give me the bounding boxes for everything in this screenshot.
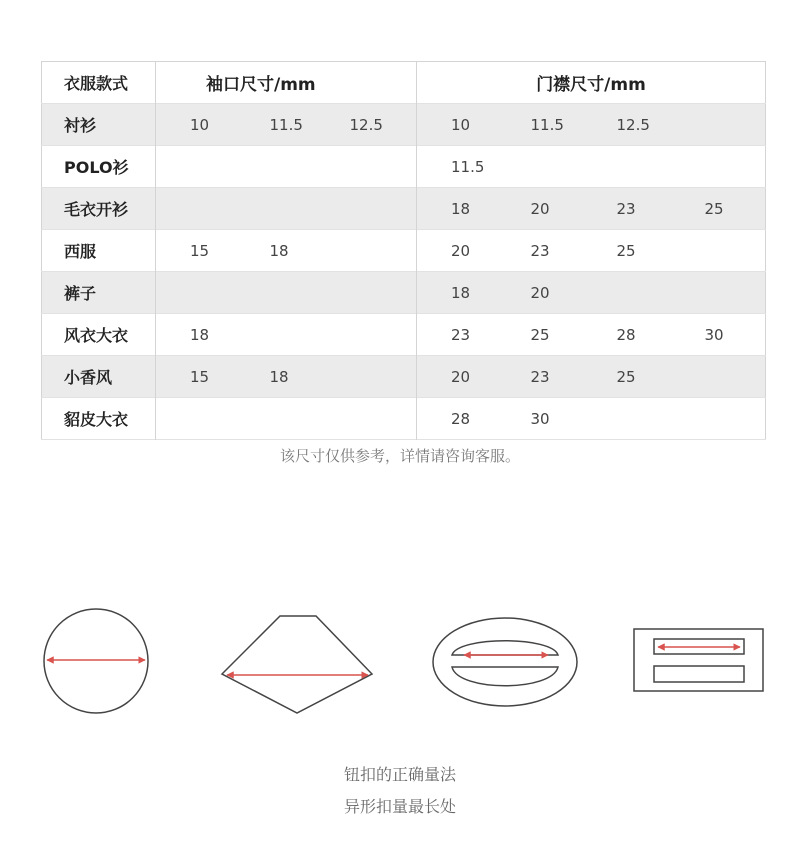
style-name: 西服 — [42, 230, 156, 272]
placket-size-cell: 28 — [417, 398, 497, 440]
placket-size-cell: 23 — [497, 356, 583, 398]
placket-size-cell — [583, 146, 671, 188]
placket-size-cell: 10 — [417, 104, 497, 146]
cuff-size-cell — [156, 188, 236, 230]
cuff-size-cell: 11.5 — [236, 104, 316, 146]
cuff-size-cell: 18 — [269, 241, 289, 260]
caption-irregular-button: 异形扣量最长处 — [343, 797, 456, 816]
header-placket-size: 门襟尺寸/mm — [536, 75, 646, 95]
placket-size-cell — [671, 272, 766, 314]
table-row — [42, 230, 766, 272]
placket-size-cell: 25 — [616, 241, 636, 260]
placket-size-cell: 20 — [417, 356, 497, 398]
placket-size-cell — [671, 356, 766, 398]
placket-size-cell — [671, 230, 766, 272]
cuff-size-cell — [156, 272, 236, 314]
style-name: POLO衫 — [42, 146, 156, 188]
cuff-size-cell — [156, 146, 236, 188]
cuff-size-cell — [316, 188, 417, 230]
style-name: 毛衣开衫 — [42, 188, 156, 230]
placket-size-cell — [671, 146, 766, 188]
cuff-size-cell — [316, 398, 417, 440]
placket-size-cell — [671, 398, 766, 440]
style-name: 衬衫 — [42, 104, 156, 146]
placket-size-cell: 11.5 — [497, 104, 583, 146]
placket-size-cell — [497, 146, 583, 188]
header-cuff-size: 袖口尺寸/mm — [156, 62, 417, 104]
table-row — [42, 314, 766, 356]
cuff-size-cell: 10 — [156, 104, 236, 146]
cuff-size-cell: 15 — [190, 241, 210, 260]
cuff-size-cell — [236, 272, 316, 314]
cuff-size-cell — [316, 314, 417, 356]
placket-size-cell: 23 — [417, 314, 497, 356]
placket-size-cell: 20 — [497, 188, 583, 230]
placket-size-cell: 25 — [530, 325, 550, 344]
placket-size-cell: 23 — [530, 241, 550, 260]
cuff-size-cell — [236, 398, 316, 440]
size-table — [41, 61, 766, 440]
table-row — [42, 104, 766, 146]
placket-size-cell: 18 — [417, 188, 497, 230]
placket-size-cell: 25 — [671, 188, 766, 230]
diamond-button-icon — [222, 616, 372, 713]
style-name: 貂皮大衣 — [42, 398, 156, 440]
placket-size-cell: 18 — [417, 272, 497, 314]
rectangle-button-icon — [634, 629, 763, 691]
table-row — [42, 398, 766, 440]
cuff-size-cell: 18 — [190, 325, 210, 344]
cuff-size-cell: 12.5 — [316, 104, 417, 146]
placket-size-cell: 23 — [583, 188, 671, 230]
placket-size-cell: 30 — [530, 409, 550, 428]
header-style: 衣服款式 — [42, 62, 156, 104]
table-row — [42, 188, 766, 230]
cuff-size-cell — [316, 272, 417, 314]
placket-size-cell — [671, 104, 766, 146]
placket-size-cell: 25 — [583, 356, 671, 398]
placket-size-cell: 28 — [616, 325, 636, 344]
placket-size-cell — [583, 272, 671, 314]
placket-size-cell: 12.5 — [583, 104, 671, 146]
style-name: 风衣大衣 — [42, 314, 156, 356]
placket-size-cell: 11.5 — [417, 146, 497, 188]
placket-size-cell: 30 — [704, 325, 724, 344]
style-name: 裤子 — [42, 272, 156, 314]
placket-size-cell: 20 — [417, 230, 497, 272]
cuff-size-cell — [316, 146, 417, 188]
placket-size-cell: 20 — [497, 272, 583, 314]
placket-size-cell — [583, 398, 671, 440]
table-row — [42, 356, 766, 398]
table-header-row — [42, 62, 766, 104]
cuff-size-cell — [316, 356, 417, 398]
style-name: 小香风 — [42, 356, 156, 398]
oval-button-icon — [433, 618, 577, 706]
cuff-size-cell — [236, 314, 316, 356]
cuff-size-cell — [316, 230, 417, 272]
cuff-size-cell — [236, 188, 316, 230]
table-row — [42, 146, 766, 188]
cuff-size-cell: 15 — [156, 356, 236, 398]
button-measurement-diagrams — [0, 600, 800, 730]
caption-measure-method: 钮扣的正确量法 — [343, 765, 456, 784]
cuff-size-cell — [156, 398, 236, 440]
cuff-size-cell: 18 — [236, 356, 316, 398]
table-row — [42, 272, 766, 314]
round-button-icon — [44, 609, 148, 713]
size-note: 该尺寸仅供参考，详情请咨询客服。 — [279, 447, 520, 465]
cuff-size-cell — [236, 146, 316, 188]
